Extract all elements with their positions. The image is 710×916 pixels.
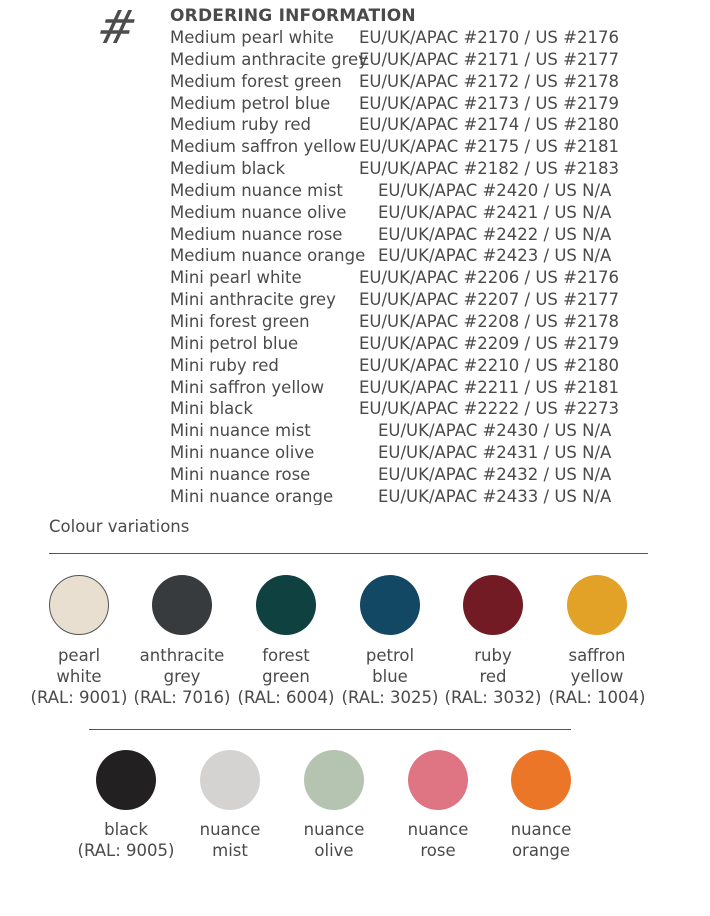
colour-swatch [200,750,260,810]
colour-swatch [49,575,109,635]
product-name: Medium nuance mist [170,180,343,200]
list-item [170,158,630,180]
list-item [170,289,630,311]
product-code: EU/UK/APAC #2175 / US #2181 [359,137,619,157]
list-item [170,267,630,289]
product-name: Medium saffron yellow [170,137,357,157]
swatch-label-ral: (RAL: 3025) [341,688,439,707]
product-name: Medium black [170,159,286,179]
colour-swatch [463,575,523,635]
ordering-list [170,27,630,505]
product-code: EU/UK/APAC #2433 / US N/A [378,486,612,505]
list-item [170,27,630,49]
ordering-heading: ORDERING INFORMATION [170,6,416,26]
swatch-label-line2: green [262,667,310,686]
product-name: Mini anthracite grey [170,290,336,310]
product-code: EU/UK/APAC #2208 / US #2178 [359,311,619,331]
swatch-label-ral: (RAL: 9001) [30,688,128,707]
list-item [170,180,630,202]
swatch-label-ral: (RAL: 7016) [133,688,231,707]
list-item [170,442,630,464]
swatch-label-line2: blue [372,667,408,686]
list-item [170,486,630,505]
swatch-label-line2: (RAL: 9005) [77,841,175,860]
product-code: EU/UK/APAC #2182 / US #2183 [359,159,619,179]
product-code: EU/UK/APAC #2421 / US N/A [378,202,612,222]
swatch-label-ral: (RAL: 1004) [548,688,646,707]
product-code: EU/UK/APAC #2206 / US #2176 [359,268,619,288]
swatch-label-line2: rose [420,841,456,860]
colour-swatch [511,750,571,810]
product-code: EU/UK/APAC #2423 / US N/A [378,246,612,266]
list-item [170,311,630,333]
product-name: Mini saffron yellow [170,377,325,397]
swatch-label-line1: black [104,820,148,839]
swatch-label-line2: white [56,667,102,686]
list-item [170,245,630,267]
colour-swatch [96,750,156,810]
swatch-label-line1: nuance [407,820,469,839]
swatch-label-line1: nuance [303,820,365,839]
list-item [170,71,630,93]
product-name: Mini nuance olive [170,443,315,463]
swatch-label-line1: petrol [365,646,415,665]
swatch-label-line2: olive [314,841,354,860]
list-item [170,114,630,136]
product-name: Medium ruby red [170,115,311,135]
product-code: EU/UK/APAC #2430 / US N/A [378,421,612,441]
product-name: Medium pearl white [170,28,334,47]
list-item [170,355,630,377]
product-name: Mini pearl white [170,268,302,288]
swatch-label-ral: (RAL: 6004) [237,688,335,707]
swatch-label-line1: forest [262,646,310,665]
product-code: EU/UK/APAC #2211 / US #2181 [359,377,619,397]
colour-swatch [408,750,468,810]
colour-swatch [304,750,364,810]
product-code: EU/UK/APAC #2209 / US #2179 [359,333,619,353]
list-item [170,49,630,71]
colour-swatch [256,575,316,635]
product-name: Mini petrol blue [170,333,299,353]
product-name: Medium nuance olive [170,202,347,222]
swatch-label [532,645,662,708]
colour-swatch [152,575,212,635]
product-code: EU/UK/APAC #2174 / US #2180 [359,115,619,135]
product-name: Mini black [170,399,253,419]
swatch-label-line1: pearl [57,646,101,665]
list-item [170,202,630,224]
swatch-label-line2: yellow [570,667,624,686]
swatch-label-line1: anthracite [139,646,225,665]
product-name: Mini nuance rose [170,464,311,484]
swatch-label [476,819,606,861]
product-name: Medium anthracite grey [170,49,368,69]
product-code: EU/UK/APAC #2422 / US N/A [378,224,612,244]
list-item [170,420,630,442]
product-name: Mini forest green [170,311,310,331]
swatch-label-line1: nuance [510,820,572,839]
product-code: EU/UK/APAC #2170 / US #2176 [359,28,619,47]
swatch-label-line1: ruby [474,646,512,665]
swatch-label-line2: orange [511,841,571,860]
hash-icon: # [92,0,143,54]
list-item [170,224,630,246]
list-item [170,377,630,399]
product-name: Mini nuance mist [170,421,311,441]
product-name: Medium nuance orange [170,246,366,266]
product-code: EU/UK/APAC #2172 / US #2178 [359,71,619,91]
list-item [170,464,630,486]
colour-variations-title: Colour variations [49,517,190,536]
swatch-label-line2: red [479,667,507,686]
swatch-label-line1: nuance [199,820,261,839]
list-item [170,136,630,158]
swatch-label-ral: (RAL: 3032) [444,688,542,707]
product-name: Medium petrol blue [170,93,331,113]
colour-swatch [567,575,627,635]
divider [89,729,571,730]
product-name: Mini nuance orange [170,486,334,505]
product-name: Medium forest green [170,71,342,91]
product-code: EU/UK/APAC #2173 / US #2179 [359,93,619,113]
colour-swatch [360,575,420,635]
swatch-label-line2: grey [163,667,201,686]
divider [49,553,648,554]
list-item [170,93,630,115]
list-item [170,333,630,355]
swatch-label-line1: saffron [568,646,626,665]
product-code: EU/UK/APAC #2222 / US #2273 [359,399,619,419]
product-name: Medium nuance rose [170,224,343,244]
swatch-label-line2: mist [212,841,248,860]
product-code: EU/UK/APAC #2207 / US #2177 [359,290,619,310]
list-item [170,398,630,420]
product-code: EU/UK/APAC #2431 / US N/A [378,443,612,463]
product-code: EU/UK/APAC #2210 / US #2180 [359,355,619,375]
product-code: EU/UK/APAC #2420 / US N/A [378,180,612,200]
product-code: EU/UK/APAC #2171 / US #2177 [359,49,619,69]
product-name: Mini ruby red [170,355,279,375]
product-code: EU/UK/APAC #2432 / US N/A [378,464,612,484]
